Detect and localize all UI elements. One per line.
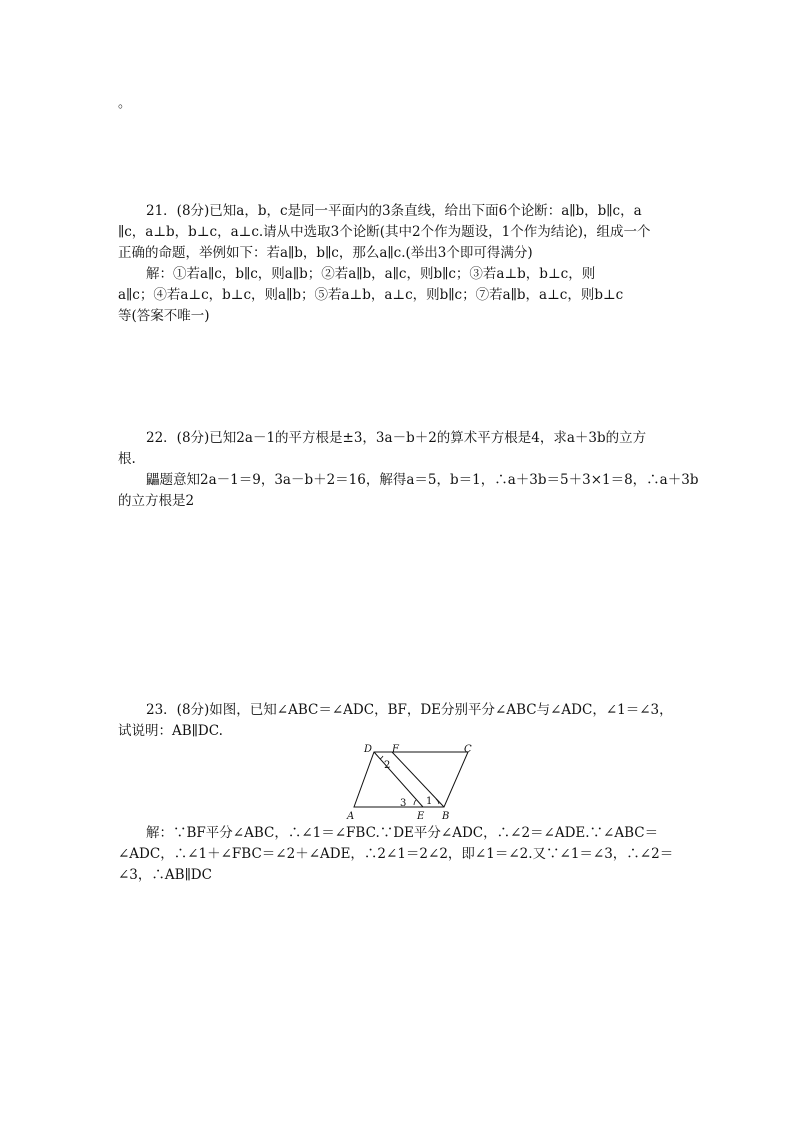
q21-prompt-line: 正确的命题，举例如下：若a∥b，b∥c，那么a∥c.(举出3个即可得满分) (118, 245, 533, 261)
q21-solution-line: a∥c；④若a⊥c，b⊥c，则a∥b；⑤若a⊥b，a⊥c，则b∥c；⑦若a∥b，a⊥c，则b⊥c (118, 287, 624, 303)
label-e: E (417, 811, 425, 822)
q23-solution-line: ∠3，∴AB∥DC (118, 867, 212, 883)
segment-de (374, 752, 423, 807)
label-a: A (347, 811, 355, 822)
parallelogram-figure (340, 742, 480, 822)
q23-solution-line: 解：∵BF平分∠ABC，∴∠1＝∠FBC.∵DE平分∠ADC，∴∠2＝∠ADE.∵∠ABC＝ (146, 825, 659, 841)
question-22 (118, 428, 699, 512)
top-mark: 。 (118, 96, 132, 111)
label-b: B (442, 811, 450, 822)
q21-solution-line: 等(答案不唯一) (118, 308, 210, 324)
q22-prompt-line: 22．(8分)已知2a－1的平方根是±3，3a－b＋2的算术平方根是4，求a＋3b的立方 (146, 430, 647, 446)
label-d: D (364, 744, 373, 755)
angle-3-arc (414, 800, 416, 805)
q23-solution-line: ∠ADC，∴∠1＋∠FBC＝∠2＋∠ADE，∴2∠1＝2∠2，即∠1＝∠2.又∵∠1＝∠3，∴∠2＝ (118, 846, 674, 862)
q22-prompt-line: 根. (118, 451, 136, 467)
q23-prompt-line: 23．(8分)如图，已知∠ABC＝∠ADC，BF，DE分别平分∠ABC与∠ADC，∠1＝∠3， (146, 702, 673, 718)
label-angle-3: 3 (400, 798, 407, 809)
label-angle-2: 2 (384, 760, 391, 771)
label-c: C (464, 744, 472, 755)
q22-solution-line: 的立方根是2 (118, 493, 195, 509)
q23-prompt-line: 试说明：AB∥DC. (118, 723, 223, 739)
label-f: F (392, 744, 399, 755)
q21-solution-line: 解：①若a∥c，b∥c，则a∥b；②若a∥b，a∥c，则b∥c；③若a⊥b，b⊥c，则 (146, 266, 596, 282)
q21-prompt-line: 21．(8分)已知a，b，c是同一平面内的3条直线，给出下面6个论断：a∥b，b∥c，a (146, 203, 642, 219)
question-23-solution (118, 823, 678, 886)
angle-2-arc (380, 756, 383, 759)
label-angle-1: 1 (426, 796, 433, 807)
q22-solution-line: 鼺题意知2a－1＝9，3a－b＋2＝16，解得a＝5，b＝1，∴a＋3b＝5＋3×1＝8，∴a＋3b (146, 472, 699, 488)
question-23 (118, 700, 678, 742)
question-21 (118, 201, 678, 327)
q21-prompt-line: ∥c，a⊥b，b⊥c，a⊥c.请从中选取3个论断(其中2个作为题设，1个作为结论)，组成一个 (118, 224, 651, 240)
parallelogram-abcd (354, 752, 468, 807)
